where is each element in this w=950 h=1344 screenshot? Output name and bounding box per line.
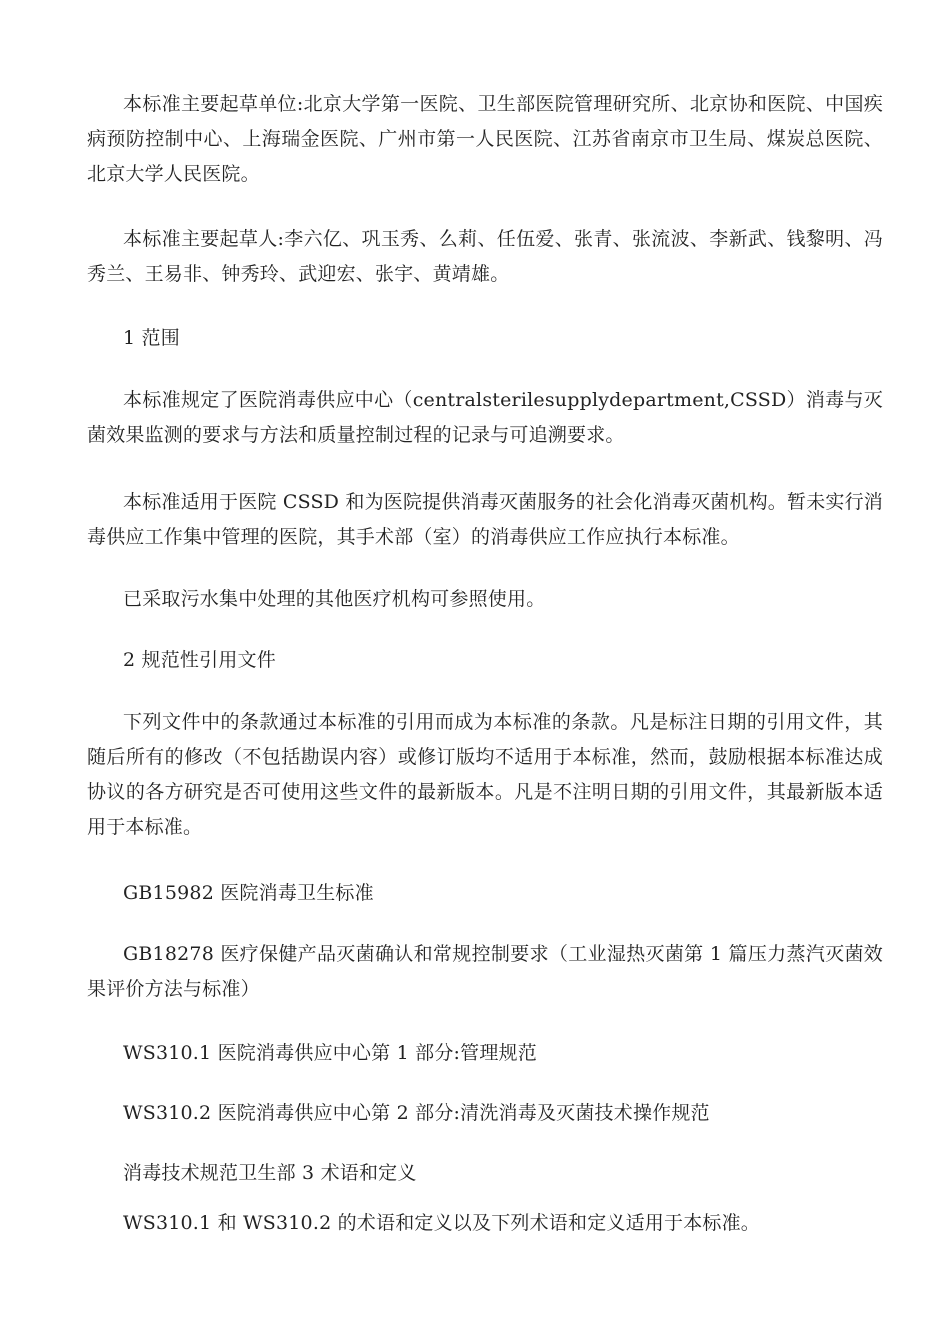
- reference-ws310-1: WS310.1 医院消毒供应中心第 1 部分:管理规范: [123, 1042, 537, 1064]
- paragraph-normative-references-intro: 下列文件中的条款通过本标准的引用而成为本标准的条款。凡是标注日期的引用文件，其随后所有的修改（不包括勘误内容）或修订版均不适用于本标准，然而，鼓励根据本标准达成协议的各方研究是否可使用这些文件的最新版本。凡是不注明日期的引用文件，其最新版本适用于本标准。: [87, 711, 883, 838]
- reference-gb18278: GB18278 医疗保健产品灭菌确认和常规控制要求（工业湿热灭菌第 1 篇压力蒸汽灭菌效果评价方法与标准）: [87, 943, 883, 1000]
- section-heading-terms-definitions: 消毒技术规范卫生部 3 术语和定义: [123, 1162, 417, 1184]
- reference-ws310-2: WS310.2 医院消毒供应中心第 2 部分:清洗消毒及灭菌技术操作规范: [123, 1102, 710, 1124]
- paragraph-scope-definition: 本标准规定了医院消毒供应中心（centralsterilesupplydepartment,CSSD）消毒与灭菌效果监测的要求与方法和质量控制过程的记录与可追溯要求。: [87, 389, 883, 446]
- reference-gb15982: GB15982 医院消毒卫生标准: [123, 882, 374, 904]
- section-heading-scope: 1 范围: [123, 327, 180, 349]
- paragraph-terms-definitions: WS310.1 和 WS310.2 的术语和定义以及下列术语和定义适用于本标准。: [123, 1212, 760, 1234]
- paragraph-drafters: 本标准主要起草人:李六亿、巩玉秀、么莉、任伍爱、张青、张流波、李新武、钱黎明、冯秀兰、王易非、钟秀玲、武迎宏、张宇、黄靖雄。: [87, 228, 883, 285]
- paragraph-drafting-units: 本标准主要起草单位:北京大学第一医院、卫生部医院管理研究所、北京协和医院、中国疾病预防控制中心、上海瑞金医院、广州市第一人民医院、江苏省南京市卫生局、煤炭总医院、北京大学人民医院。: [87, 93, 883, 185]
- paragraph-scope-applicability: 本标准适用于医院 CSSD 和为医院提供消毒灭菌服务的社会化消毒灭菌机构。暂未实行消毒供应工作集中管理的医院，其手术部（室）的消毒供应工作应执行本标准。: [87, 491, 883, 548]
- paragraph-scope-reference: 已采取污水集中处理的其他医疗机构可参照使用。: [123, 588, 546, 610]
- section-heading-normative-references: 2 规范性引用文件: [123, 649, 276, 671]
